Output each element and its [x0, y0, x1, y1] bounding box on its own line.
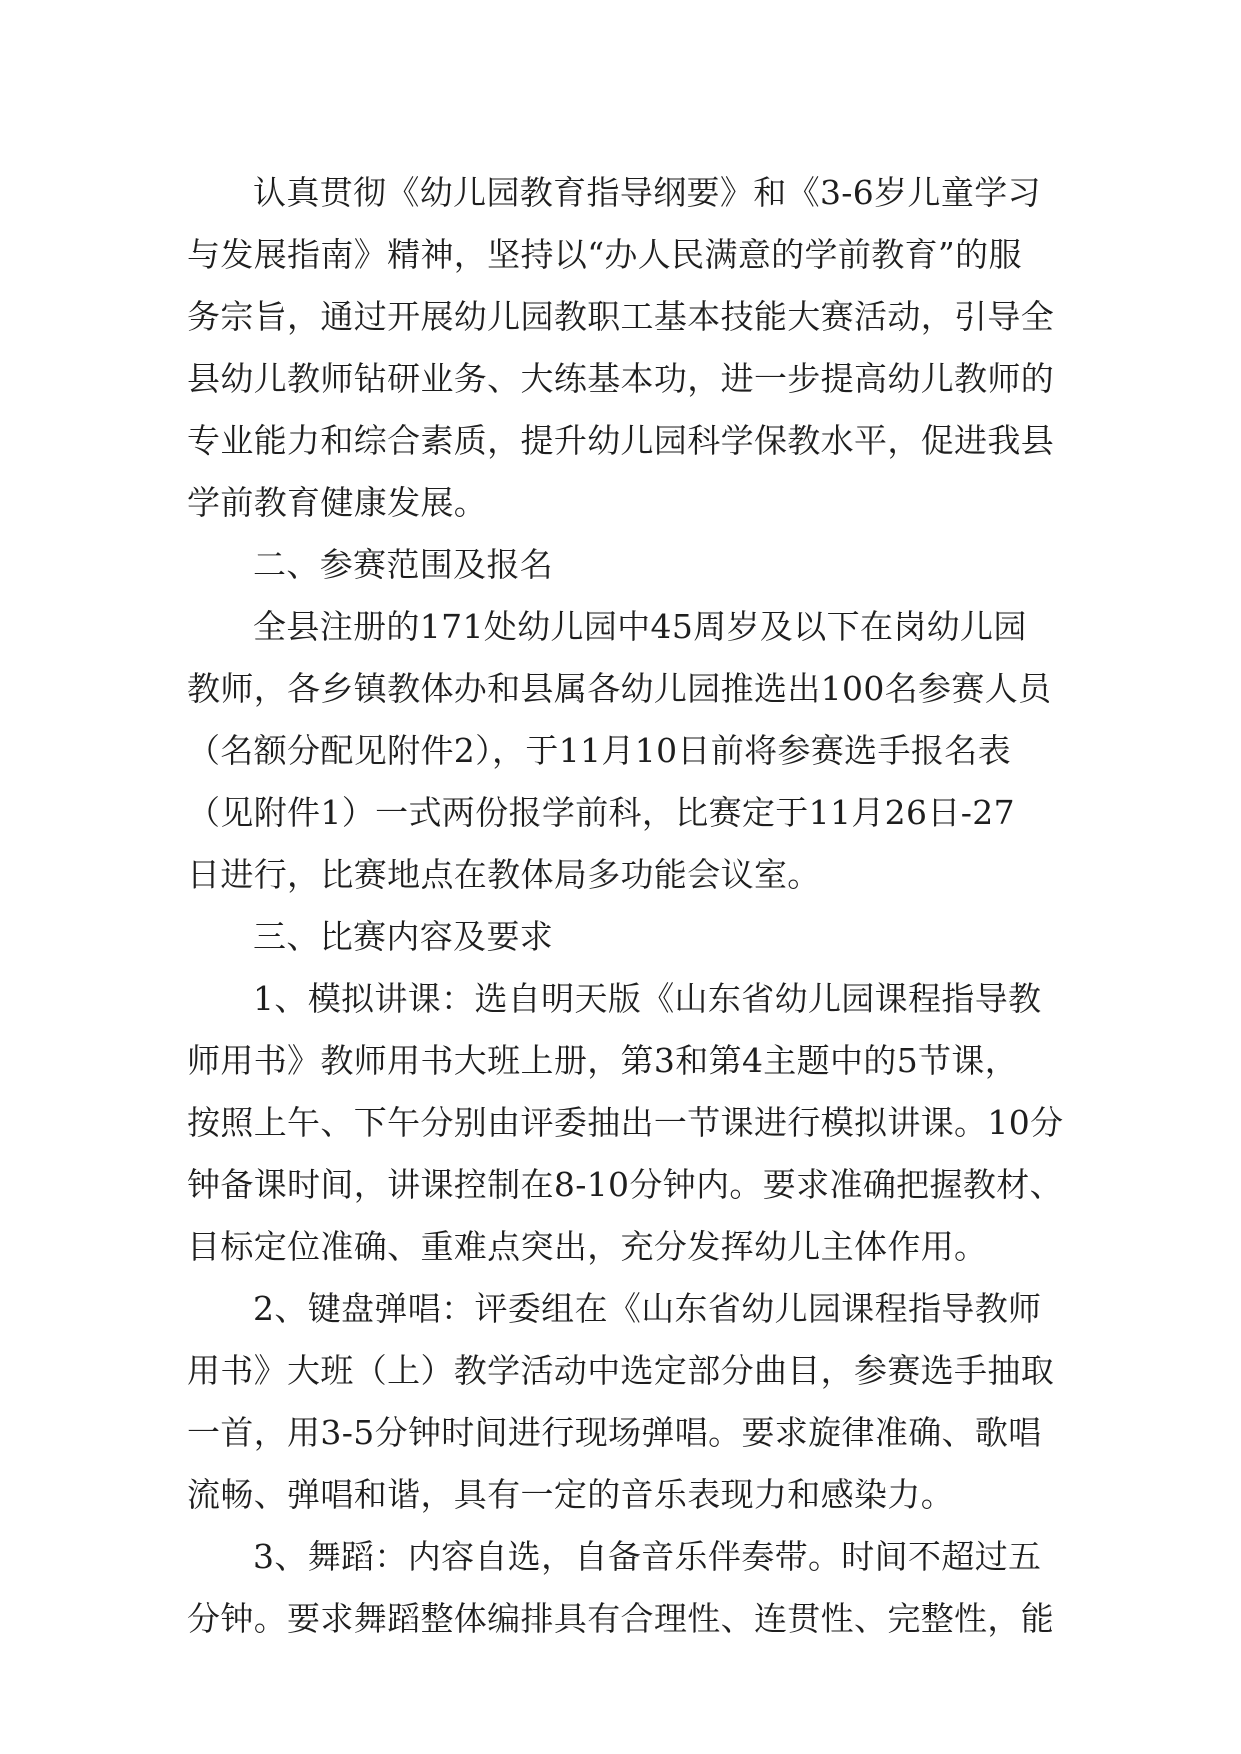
paragraph-line: 教师，各乡镇教体办和县属各幼儿园推选出100名参赛人员	[187, 669, 1052, 708]
paragraph-line: 日进行，比赛地点在教体局多功能会议室。	[187, 855, 821, 894]
paragraph-line: 1、模拟讲课：选自明天版《山东省幼儿园课程指导教	[253, 979, 1042, 1018]
paragraph-line: 分钟。要求舞蹈整体编排具有合理性、连贯性、完整性，能	[187, 1599, 1055, 1638]
document-body	[187, 162, 1064, 1650]
paragraph-line: 县幼儿教师钻研业务、大练基本功，进一步提高幼儿教师的	[187, 359, 1055, 398]
paragraph-line: 3、舞蹈：内容自选，自备音乐伴奏带。时间不超过五	[253, 1537, 1042, 1576]
paragraph-line: （名额分配见附件2），于11月10日前将参赛选手报名表	[187, 731, 1011, 770]
section-heading: 二、参赛范围及报名	[253, 545, 554, 584]
paragraph-line: 全县注册的171处幼儿园中45周岁及以下在岗幼儿园	[253, 607, 1027, 646]
paragraph-line: 认真贯彻《幼儿园教育指导纲要》和《3-6岁儿童学习	[253, 173, 1041, 212]
paragraph-line: 用书》大班（上）教学活动中选定部分曲目，参赛选手抽取	[187, 1351, 1055, 1390]
paragraph-line: 目标定位准确、重难点突出，充分发挥幼儿主体作用。	[187, 1227, 988, 1266]
paragraph-line: 钟备课时间，讲课控制在8-10分钟内。要求准确把握教材、	[187, 1165, 1063, 1204]
paragraph-line: 按照上午、下午分别由评委抽出一节课进行模拟讲课。10分	[187, 1103, 1064, 1142]
paragraph-line: 务宗旨，通过开展幼儿园教职工基本技能大赛活动，引导全	[187, 297, 1055, 336]
paragraph-line: （见附件1）一式两份报学前科，比赛定于11月26日-27	[187, 793, 1015, 832]
paragraph-line: 一首，用3-5分钟时间进行现场弹唱。要求旋律准确、歌唱	[187, 1413, 1042, 1452]
paragraph-line: 与发展指南》精神，坚持以“办人民满意的学前教育”的服	[187, 235, 1022, 274]
paragraph-line: 师用书》教师用书大班上册，第3和第4主题中的5节课，	[187, 1041, 1019, 1080]
paragraph-line: 流畅、弹唱和谐，具有一定的音乐表现力和感染力。	[187, 1475, 955, 1514]
paragraph-line: 专业能力和综合素质，提升幼儿园科学保教水平，促进我县	[187, 421, 1055, 460]
section-heading: 三、比赛内容及要求	[253, 917, 554, 956]
paragraph-line: 学前教育健康发展。	[187, 483, 488, 522]
paragraph-line: 2、键盘弹唱：评委组在《山东省幼儿园课程指导教师	[253, 1289, 1042, 1328]
